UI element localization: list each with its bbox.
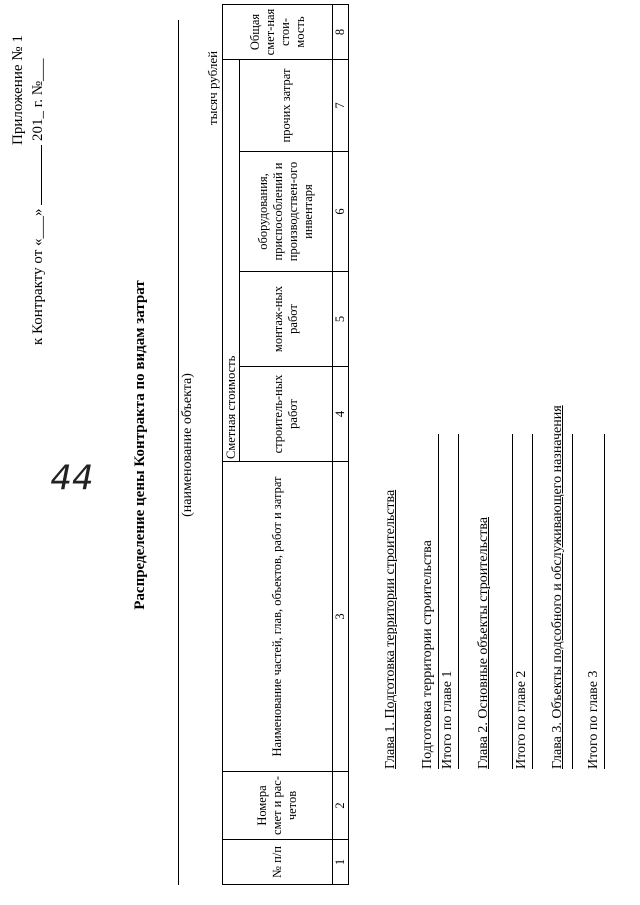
header-item-name: Наименование частей, глав, объектов, работ и затрат xyxy=(223,462,333,772)
column-number: 8 xyxy=(333,5,349,60)
object-name-caption: (наименование объекта) xyxy=(180,373,195,517)
contract-prefix: к Контракту от «___» xyxy=(30,208,46,345)
contract-suffix: 201_ г. №___ xyxy=(30,58,46,141)
header-construction-works: строитель-ных работ xyxy=(240,367,333,462)
header-installation-works: монтаж-ных работ xyxy=(240,272,333,367)
row-separator xyxy=(438,434,439,769)
object-name-line xyxy=(178,20,179,885)
column-number: 2 xyxy=(333,772,349,840)
total-chapter-2: Итого по главе 2 xyxy=(514,670,529,769)
handwritten-page-number: 44 xyxy=(50,458,94,499)
header-row-number: № п/п xyxy=(223,840,333,885)
header-estimate-numbers: Номера смет и рас-четов xyxy=(223,772,333,840)
header-equipment: оборудования, приспособлений и производствен-ого инвентаря xyxy=(240,152,333,272)
row-separator xyxy=(458,434,459,769)
total-chapter-1: Итого по главе 1 xyxy=(440,670,455,769)
column-number: 4 xyxy=(333,367,349,462)
row-site-preparation: Подготовка территории строительства xyxy=(420,540,435,769)
row-separator xyxy=(512,434,513,769)
header-total-cost: Общая смет-ная стои-мость xyxy=(223,5,333,60)
column-number: 5 xyxy=(333,272,349,367)
cost-distribution-table xyxy=(222,4,349,885)
document-title: Распределение цены Контракта по видам затрат xyxy=(132,280,148,610)
units-label: тысяч рублей xyxy=(205,50,220,125)
chapter-1-heading: Глава 1. Подготовка территории строительства xyxy=(383,489,398,769)
chapter-3-heading: Глава 3. Объекты подсобного и обслуживающего назначения xyxy=(550,405,565,769)
column-number: 6 xyxy=(333,152,349,272)
row-separator xyxy=(532,434,533,769)
contract-date-blank xyxy=(41,145,42,205)
chapter-2-heading: Глава 2. Основные объекты строительства xyxy=(476,517,491,769)
row-separator xyxy=(572,434,573,769)
appendix-label: Приложение № 1 xyxy=(10,35,26,145)
header-other-costs: прочих затрат xyxy=(240,60,333,152)
column-number: 7 xyxy=(333,60,349,152)
column-number: 1 xyxy=(333,840,349,885)
total-chapter-3: Итого по главе 3 xyxy=(586,670,601,769)
contract-reference xyxy=(30,58,47,345)
column-number: 3 xyxy=(333,462,349,772)
row-separator xyxy=(604,434,605,769)
header-estimated-cost-group: Сметная стоимость xyxy=(223,60,240,462)
